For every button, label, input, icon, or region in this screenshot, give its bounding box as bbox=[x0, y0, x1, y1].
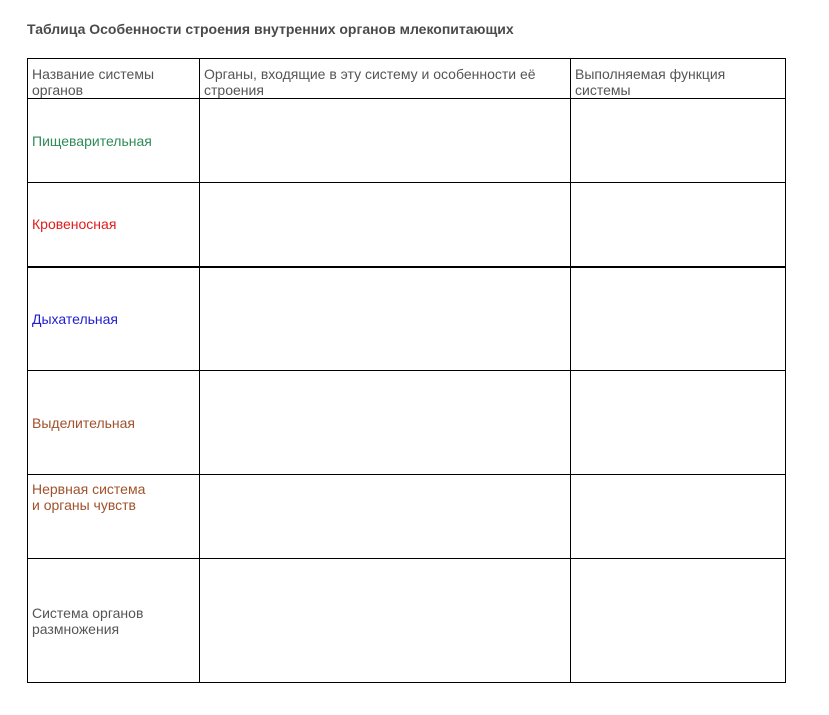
system-name-cell bbox=[28, 475, 200, 559]
system-name-cell bbox=[28, 267, 200, 371]
header-organs-structure: Органы, входящие в эту систему и особенности её строения bbox=[200, 59, 571, 99]
table-row bbox=[28, 267, 786, 371]
function-cell bbox=[571, 183, 786, 267]
table-row bbox=[28, 559, 786, 683]
organs-cell bbox=[200, 559, 571, 683]
system-name-excretory: Выделительная bbox=[32, 414, 136, 431]
organs-cell bbox=[200, 267, 571, 371]
table-row bbox=[28, 183, 786, 267]
function-cell bbox=[571, 371, 786, 475]
function-cell bbox=[571, 267, 786, 371]
table-row bbox=[28, 371, 786, 475]
function-cell bbox=[571, 99, 786, 183]
system-name-cell bbox=[28, 559, 200, 683]
system-name-reproductive: Система органов размножения bbox=[32, 604, 144, 637]
page-title: Таблица Особенности строения внутренних органов млекопитающих bbox=[27, 21, 514, 37]
system-name-nervous: Нервная система и органы чувств bbox=[32, 481, 146, 513]
table-header-row bbox=[28, 59, 786, 99]
organs-cell bbox=[200, 371, 571, 475]
system-name-cell bbox=[28, 371, 200, 475]
system-name-circulatory: Кровеносная bbox=[32, 216, 117, 233]
header-function: Выполняемая функция системы bbox=[571, 59, 786, 99]
organs-cell bbox=[200, 183, 571, 267]
organs-cell bbox=[200, 99, 571, 183]
header-system-name: Название системы органов bbox=[28, 59, 200, 99]
table-row bbox=[28, 475, 786, 559]
function-cell bbox=[571, 475, 786, 559]
system-name-cell bbox=[28, 183, 200, 267]
function-cell bbox=[571, 559, 786, 683]
organs-cell bbox=[200, 475, 571, 559]
system-name-digestive: Пищеварительная bbox=[32, 132, 152, 149]
system-name-cell bbox=[28, 99, 200, 183]
organs-table bbox=[27, 58, 786, 683]
system-name-respiratory: Дыхательная bbox=[32, 310, 119, 327]
table-row bbox=[28, 99, 786, 183]
